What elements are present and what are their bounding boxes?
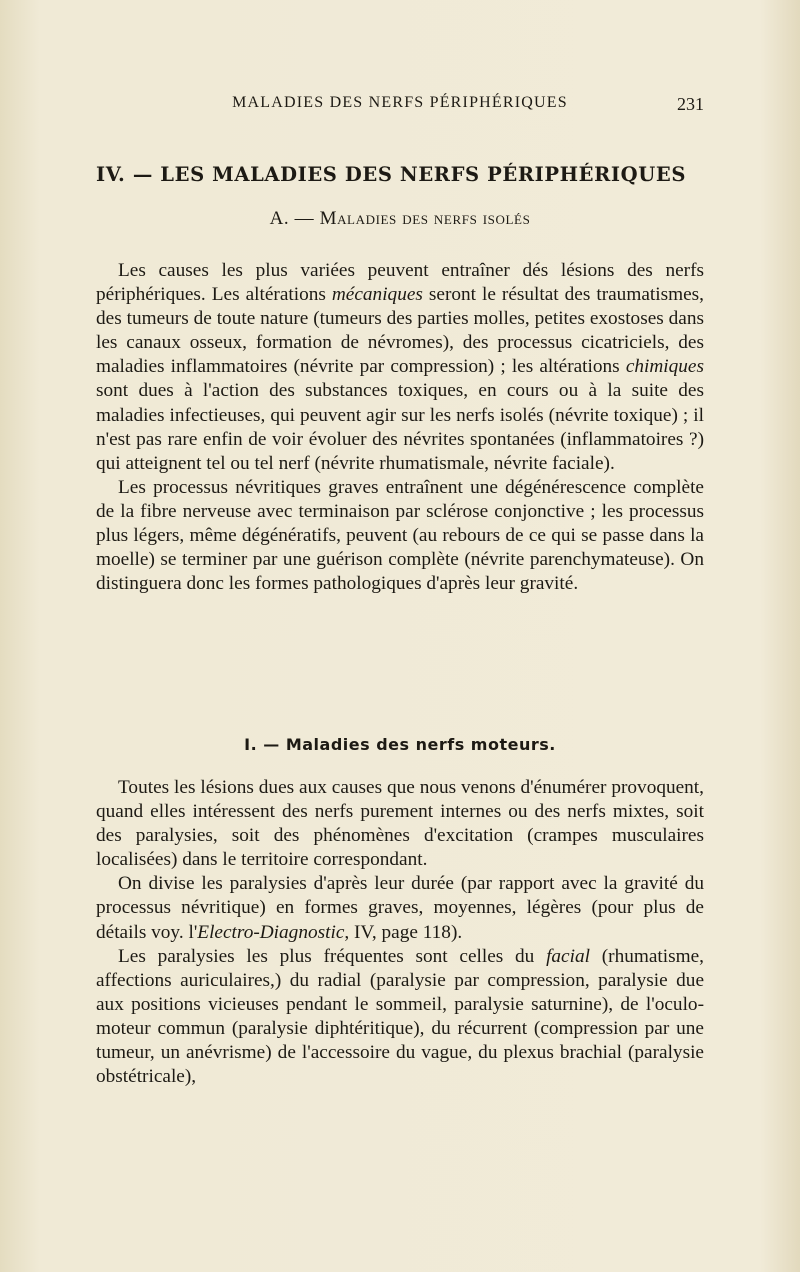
paragraph: Les processus névritiques graves entraînent une dégénérescence complète de la fibre nerveuse avec terminaison par sclérose conjonctive ; les processus plus légers, même dégénératifs, peuvent (au rebours de ce qui se passe dans la moelle) se terminer par une guérison complète (névrite parenchymateuse). On distinguera donc les formes pathologiques d'après leur gravité.: [96, 476, 704, 595]
section-title: [96, 208, 704, 230]
paragraph: Les causes les plus variées peuvent entraîner dés lésions des nerfs périphériques. Les altérations mécaniques seront le résultat des traumatismes, des tumeurs de toute nature (tumeurs des parties molles, petites exostoses dans les canaux osseux, formation de névromes), des processus cicatriciels, des maladies inflammatoires (névrite par compression) ; les altérations chimiques sont dues à l'action des substances toxiques, en cours ou à la suite des maladies infectieuses, qui peuvent agir sur les nerfs isolés (névrite toxique) ; il n'est pas rare enfin de voir évoluer des névrites spontanées (inflammatoires ?) qui atteignent tel ou tel nerf (névrite rhumatismale, névrite faciale).: [96, 260, 704, 474]
subsection-title: I. — Maladies des nerfs moteurs.: [244, 735, 556, 754]
italic-term: Electro-Diagnostic: [197, 921, 345, 943]
text-block-b: [96, 776, 704, 1089]
paragraph: Les paralysies les plus fréquentes sont celles du facial (rhumatisme, affections auriculaires,) du radial (paralysie par compression, paralysie due aux positions vicieuses pendant le sommeil, paralysie saturnine), de l'oculo-moteur commun (paralysie diphtéritique), du récurrent (compression par une tumeur, un anévrisme) de l'accessoire du vague, du plexus brachial (paralysie obstétricale),: [96, 945, 704, 1088]
running-title: MALADIES DES NERFS PÉRIPHÉRIQUES: [232, 94, 568, 111]
chapter-title: IV. — LES MALADIES DES NERFS PÉRIPHÉRIQUES: [96, 163, 686, 186]
section-heading: Maladies des nerfs isolés: [319, 208, 531, 229]
italic-term: facial: [546, 945, 590, 967]
running-head: [96, 94, 704, 118]
italic-term: chimiques: [625, 356, 704, 378]
paragraph: Toutes les lésions dues aux causes que nous venons d'énumérer provoquent, quand elles intéressent des nerfs purement internes ou des nerfs mixtes, soit des paralysies, soit des phénomènes d'excitation (crampes musculaires localisées) dans le territoire correspondant.: [96, 777, 704, 871]
italic-term: mécaniques: [331, 284, 423, 306]
text-block-a: [96, 259, 704, 596]
page-number: 231: [677, 94, 704, 114]
section-label: A. —: [269, 208, 315, 229]
paragraph: On divise les paralysies d'après leur durée (par rapport avec la gravité du processus névritique) en formes graves, moyennes, légères (pour plus de détails voy. l'Electro-Diagnostic, IV, page 118).: [96, 873, 704, 943]
